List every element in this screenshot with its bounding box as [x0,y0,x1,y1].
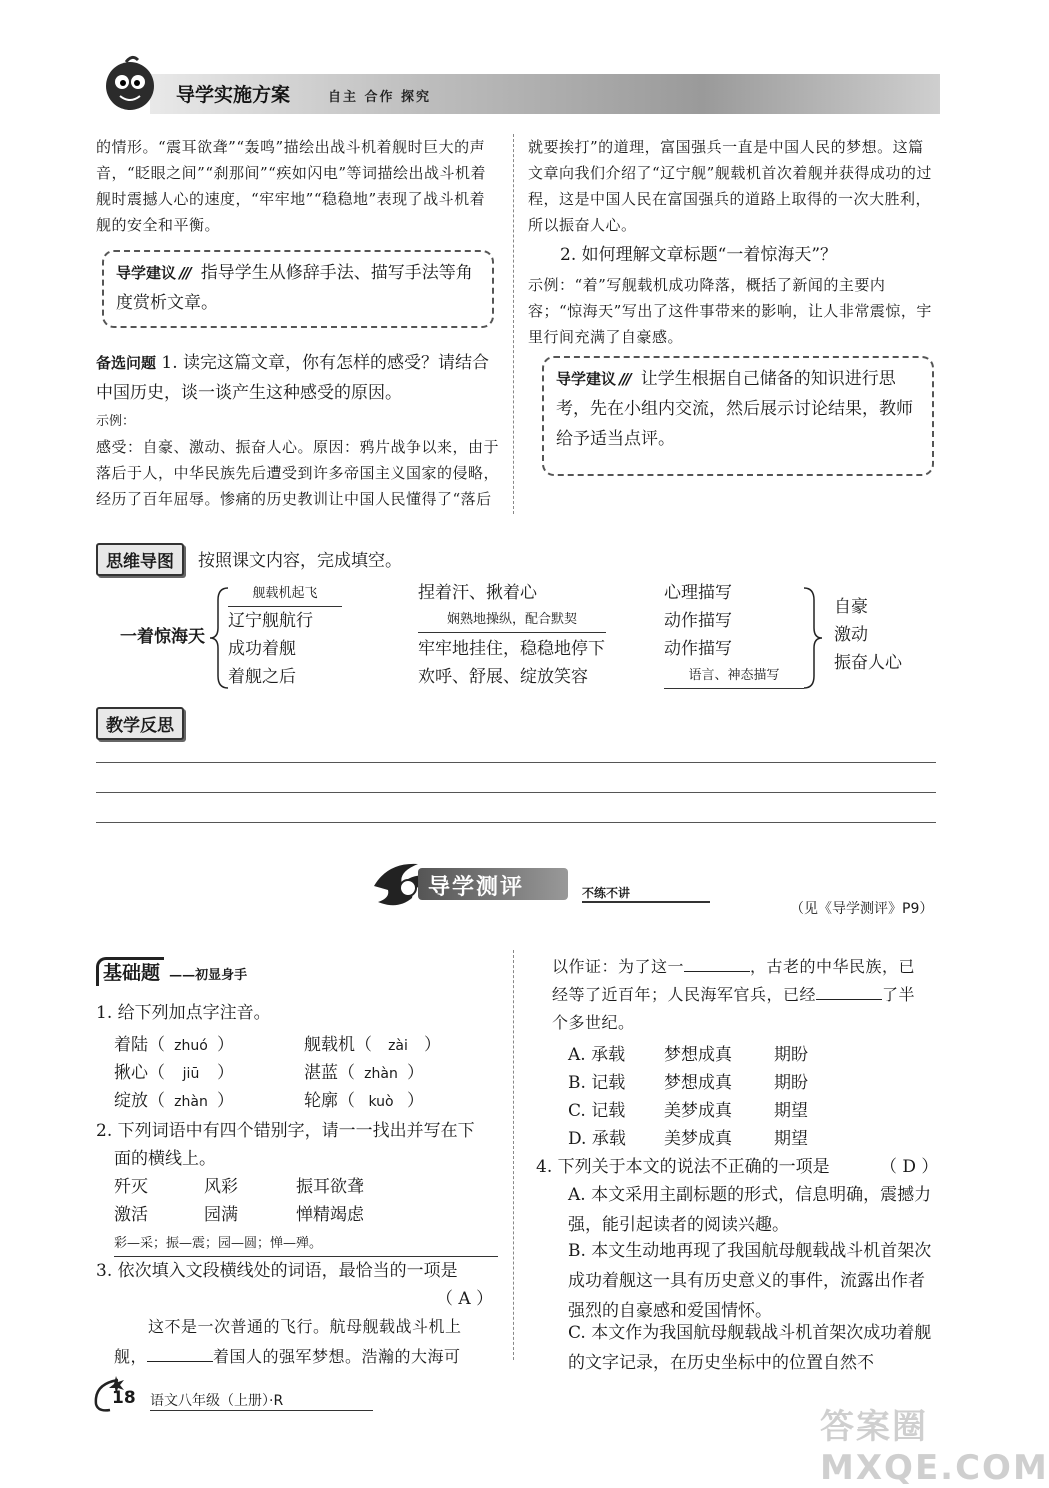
q1-item: 湛蓝（ zhàn ） [304,1058,424,1089]
q3-passage [552,954,915,980]
right-paragraph: 就要挨打”的道理，富国强兵一直是中国人民的梦想。这篇文章向我们介绍了“辽宁舰”舰载机首次着舰并获得成功的过程，这是中国人民在富国强兵的道路上取得的一次大胜利，所以振奋人心。 [528,138,932,234]
tip-label: 导学建议 /// [116,262,190,283]
option-word: 期盼 [774,1045,808,1065]
q1-item: 轮廓（ kuò ） [304,1086,424,1117]
mindmap-cell: 欢呼、舒展、绽放笑容 [418,667,588,687]
q3-passage-part: 以作证：为了这一 [552,957,685,976]
q3-option-b[interactable] [568,1068,808,1093]
q1-item: 揪心（ jiū ） [114,1058,234,1089]
writing-line[interactable] [96,822,936,823]
option-word: 梦想成真 [664,1045,732,1065]
q3-passage-part: 着国人的强军梦想。浩瀚的大海可 [213,1347,461,1366]
mindmap-cell: 心理描写 [664,583,732,603]
q4-option-b[interactable]: B. 本文生动地再现了我国航母舰载战斗机首架次成功着舰这一具有历史意义的事件，流露出作者强烈的自豪感和爱国情怀。 [568,1241,932,1321]
option-word: 美梦成真 [664,1129,732,1149]
q3-option-c[interactable] [568,1096,808,1121]
q1-pinyin[interactable]: jiū [182,1066,200,1082]
tip-text: 指导学生从修辞手法、描写手法等角度赏析文章。 [116,263,473,313]
book-title: 语文八年级（上册）·R [150,1390,373,1411]
mindmap-blank: 娴熟地操纵，配合默契 [418,608,606,633]
watermark-logo [820,1399,1049,1488]
page-number: 18 [112,1388,136,1408]
mascot-icon [96,52,166,122]
mindmap-cell: 着舰之后 [228,667,296,687]
mindmap-cell: 自豪 [834,597,868,617]
q1-word: 轮廓 [304,1091,338,1111]
q2-word: 激活 [114,1205,148,1225]
option-word: D. 承载 [568,1129,626,1149]
reflection-tag: 教学反思 [96,707,184,740]
q2-word: 园满 [204,1205,238,1225]
right-brace-icon [802,586,824,690]
assessment-ref: （见《导学测评》P9） [790,901,934,917]
q3-blank[interactable] [147,1361,213,1362]
option-word: 期盼 [774,1073,808,1093]
option-word: 美梦成真 [664,1101,732,1121]
assessment-banner: 导学测评 [428,875,525,900]
mindmap-cell: 振奋人心 [834,653,902,673]
header-title: 导学实施方案 [176,84,291,106]
writing-line[interactable] [96,762,936,763]
mindmap-cell: 动作描写 [664,611,732,631]
example-text: 感受：自豪、激动、振奋人心。原因：鸦片战争以来，由于落后于人，中华民族先后遭受到许多帝国主义国家的侵略，经历了百年屈辱。惨痛的历史教训让中国人民懂得了“落后 [96,438,500,508]
q1-pinyin[interactable]: zài [388,1038,408,1054]
question-2-answer: 示例：“着”写舰载机成功降落，概括了新闻的主要内容；“惊海天”写出了这件事带来的影响，让人非常震惊，宇里行间充满了自豪感。 [528,276,932,346]
q4-answer: （ D ） [880,1157,939,1177]
q2-line2: 面的横线上。 [114,1149,216,1169]
mindmap-cell: 捏着汗、揪着心 [418,583,537,603]
q3-answer: （ A ） [436,1289,494,1309]
left-brace-icon [208,586,230,690]
q3-passage-part: 舰， [114,1347,148,1366]
q4-option-a[interactable]: A. 本文采用主副标题的形式，信息明确，震撼力强，能引起读者的阅读兴趣。 [568,1185,932,1235]
mindmap-blank: 语言、神态描写 [664,664,804,689]
q2-word: 歼灭 [114,1177,148,1197]
mindmap-root: 一着惊海天 [120,627,205,647]
q3-text: 3. 依次填入文段横线处的词语，最恰当的一项是 [96,1261,458,1281]
q2-word: 惮精竭虑 [296,1205,364,1225]
q3-passage [114,1344,461,1370]
q2-word: 振耳欲聋 [296,1177,364,1197]
q1-pinyin[interactable]: zhàn [174,1094,208,1110]
q1-word: 舰载机 [304,1035,355,1055]
basic-title [96,958,247,988]
column-divider [513,134,514,514]
backup-question-text: 1. 读完这篇文章，你有怎样的感受？请结合中国历史，谈一谈产生这种感受的原因。 [96,353,490,403]
q3-passage [552,982,915,1008]
q3-passage: 个多世纪。 [552,1013,635,1032]
mindmap-cell: 激动 [834,625,868,645]
q2-word: 风彩 [204,1177,238,1197]
header-subtitle: 自主 合作 探究 [328,90,432,105]
q2-answer-line[interactable]: 彩—采；振—震；园—圆；惮—殚。 [114,1232,498,1257]
option-word: C. 记载 [568,1101,626,1121]
q3-option-d[interactable] [568,1124,808,1149]
option-word: A. 承载 [568,1045,626,1065]
mindmap-instruction: 按照课文内容，完成填空。 [198,551,402,571]
q2-line1: 2. 下列词语中有四个错别字，请一一找出并写在下 [96,1121,475,1141]
backup-label: 备选问题 [96,354,157,372]
question-2: 2. 如何理解文章标题“一着惊海天”？ [560,245,838,265]
tip-label: 导学建议 /// [556,368,630,389]
tip-box-left [102,250,494,328]
tip-box-right [542,356,934,476]
option-word: 期望 [774,1129,808,1149]
q1-text: 1. 给下列加点字注音。 [96,1003,271,1023]
left-paragraph: 的情形。“震耳欲聋”“轰鸣”描绘出战斗机着舰时巨大的声音，“眨眼之间”“刹那间”“疾如闪电”等词描绘出战斗机着舰时震撼人心的速度，“牢牢地”“稳稳地”表现了战斗机着舰的安全和平衡。 [96,138,487,234]
watermark-text: 答案圈 MXQE.COM [820,1407,1049,1488]
mindmap-cell: 成功着舰 [228,639,296,659]
q1-pinyin[interactable]: kuò [368,1094,394,1110]
option-word: 期望 [774,1101,808,1121]
q4-option-c[interactable]: C. 本文作为我国航母舰载战斗机首架次成功着舰的文字记录，在历史坐标中的位置自然不 [568,1323,932,1373]
q1-word: 揪心 [114,1063,148,1083]
basic-title-text: 基础题 [96,957,164,986]
q1-pinyin[interactable]: zhuó [174,1038,208,1054]
q1-word: 绽放 [114,1091,148,1111]
q3-blank[interactable] [816,999,882,1000]
writing-line[interactable] [96,792,936,793]
example-label: 示例： [96,414,136,429]
q3-passage-part: 了半 [882,985,916,1004]
basic-title-sub: ——初显身手 [169,968,248,983]
mindmap-tag: 思维导图 [96,543,184,576]
q1-word: 着陆 [114,1035,148,1055]
q1-item: 绽放（ zhàn ） [114,1086,234,1117]
backup-question [96,348,500,408]
q3-passage-part: 经等了近百年；人民海军官兵，已经 [552,985,817,1004]
q3-blank[interactable] [684,971,750,972]
q3-passage-part: ，古老的中华民族，已 [750,957,916,976]
option-word: 梦想成真 [664,1073,732,1093]
q4-text: 4. 下列关于本文的说法不正确的一项是 [536,1157,830,1177]
q1-item: 着陆（ zhuó ） [114,1030,234,1061]
column-divider [513,950,514,1360]
q1-word: 湛蓝 [304,1063,338,1083]
mindmap-blank: 舰载机起飞 [228,582,342,607]
q1-item: 舰载机（ zài ） [304,1030,441,1061]
q3-passage: 这不是一次普通的飞行。航母舰载战斗机上 [148,1317,462,1336]
assessment-banner-sub: 不练不讲 [582,884,710,903]
q1-pinyin[interactable]: zhàn [364,1066,398,1082]
option-word: B. 记载 [568,1073,626,1093]
mindmap-cell: 动作描写 [664,639,732,659]
mindmap-cell: 辽宁舰航行 [228,611,313,631]
q3-option-a[interactable] [568,1040,808,1065]
mindmap-cell: 牢牢地挂住，稳稳地停下 [418,639,605,659]
tip-text: 让学生根据自己储备的知识进行思考，先在小组内交流，然后展示讨论结果，教师给予适当点评。 [556,369,913,449]
